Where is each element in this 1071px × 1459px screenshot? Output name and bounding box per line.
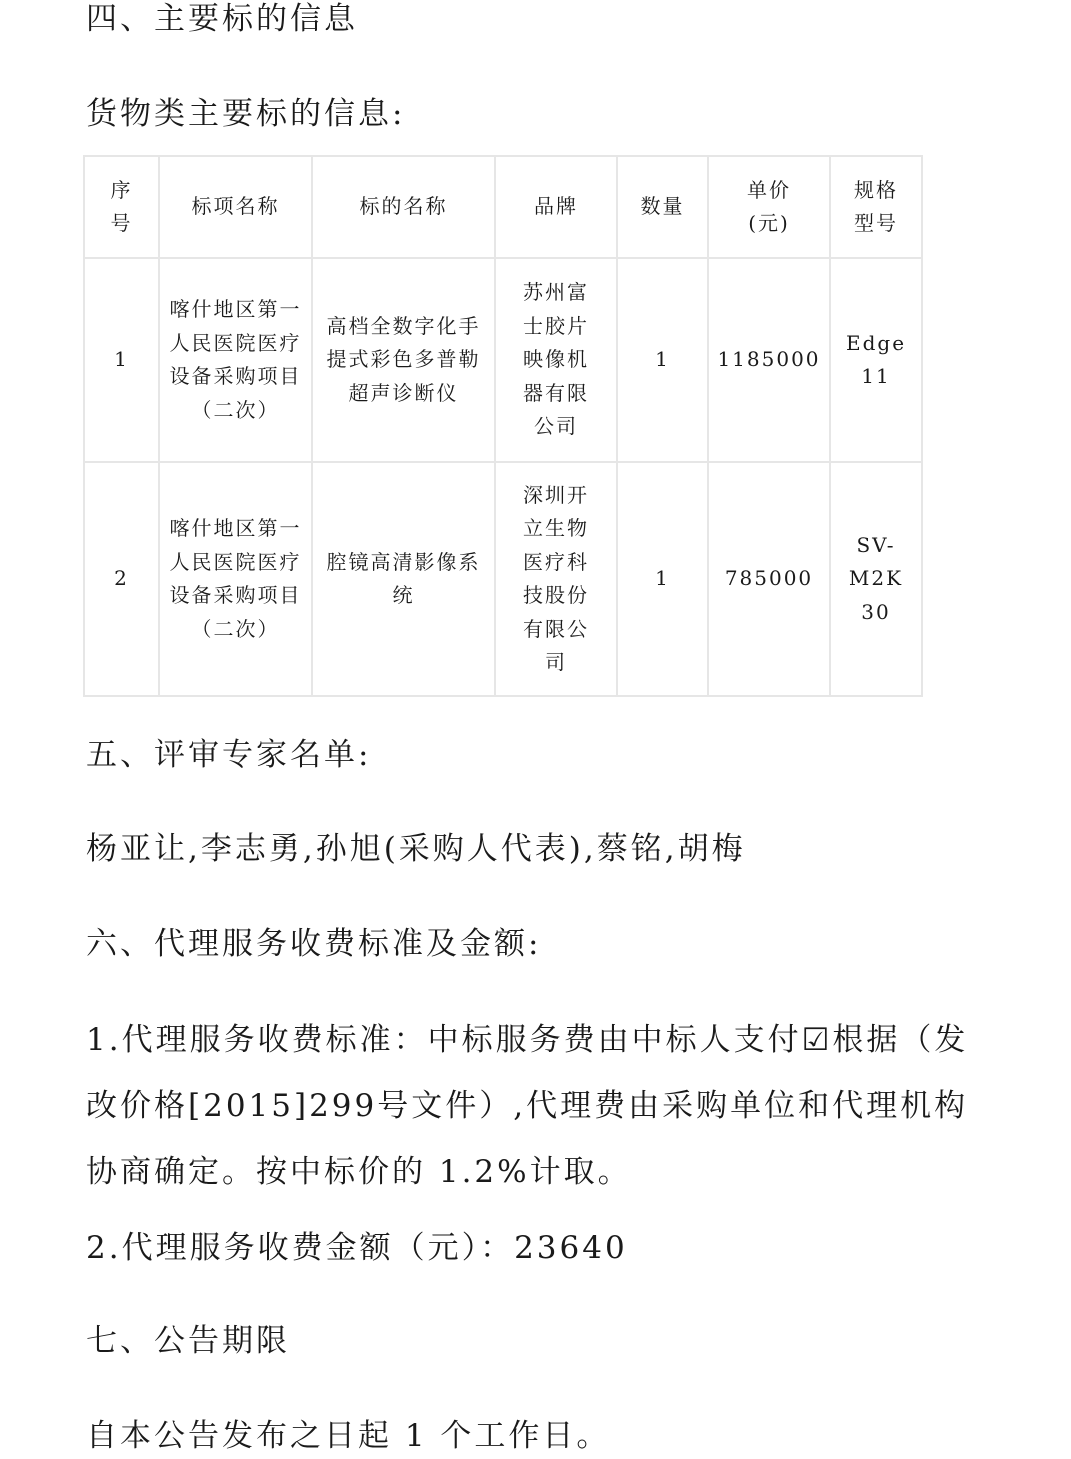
section4-heading: 四、主要标的信息 bbox=[86, 1, 358, 37]
col-header-qty: 数量 bbox=[617, 156, 708, 258]
fee-standard-paragraph: 1.代理服务收费标准：中标服务费由中标人支付☑根据（发改价格[2015]299号文件）,代理费由采购单位和代理机构协商确定。按中标价的 1.2%计取。 bbox=[86, 1022, 969, 1190]
col-header-item-name: 标的名称 bbox=[312, 156, 495, 258]
section5-heading: 五、评审专家名单: bbox=[86, 737, 372, 773]
cell-brand: 深圳开立生物医疗科技股份有限公司 bbox=[495, 462, 617, 696]
col-header-no: 序号 bbox=[84, 156, 159, 258]
cell-lot-name: 喀什地区第一人民医院医疗设备采购项目（二次） bbox=[159, 462, 312, 696]
notice-period-text: 自本公告发布之日起 1 个工作日。 bbox=[86, 1418, 611, 1454]
col-header-price: 单价(元) bbox=[708, 156, 830, 258]
fee-amount: 2.代理服务收费金额（元）：23640 bbox=[86, 1230, 628, 1266]
cell-model: SV-M2K30 bbox=[830, 462, 922, 696]
table-header-row bbox=[84, 156, 922, 258]
expert-list: 杨亚让,李志勇,孙旭(采购人代表),蔡铭,胡梅 bbox=[86, 831, 746, 867]
table-row bbox=[84, 462, 922, 696]
goods-table bbox=[83, 155, 923, 697]
cell-brand: 苏州富士胶片映像机器有限公司 bbox=[495, 258, 617, 462]
cell-no: 2 bbox=[84, 462, 159, 696]
cell-qty: 1 bbox=[617, 258, 708, 462]
section7-heading: 七、公告期限 bbox=[86, 1323, 290, 1359]
table-row bbox=[84, 258, 922, 462]
cell-lot-name: 喀什地区第一人民医院医疗设备采购项目（二次） bbox=[159, 258, 312, 462]
cell-model: Edge 11 bbox=[830, 258, 922, 462]
cell-no: 1 bbox=[84, 258, 159, 462]
col-header-model: 规格型号 bbox=[830, 156, 922, 258]
cell-item-name: 腔镜高清影像系统 bbox=[312, 462, 495, 696]
cell-qty: 1 bbox=[617, 462, 708, 696]
section6-heading: 六、代理服务收费标准及金额: bbox=[86, 926, 542, 962]
cell-price: 785000 bbox=[708, 462, 830, 696]
col-header-lot-name: 标项名称 bbox=[159, 156, 312, 258]
cell-item-name: 高档全数字化手提式彩色多普勒超声诊断仪 bbox=[312, 258, 495, 462]
section4-subheading: 货物类主要标的信息: bbox=[86, 96, 406, 132]
col-header-brand: 品牌 bbox=[495, 156, 617, 258]
cell-price: 1185000 bbox=[708, 258, 830, 462]
